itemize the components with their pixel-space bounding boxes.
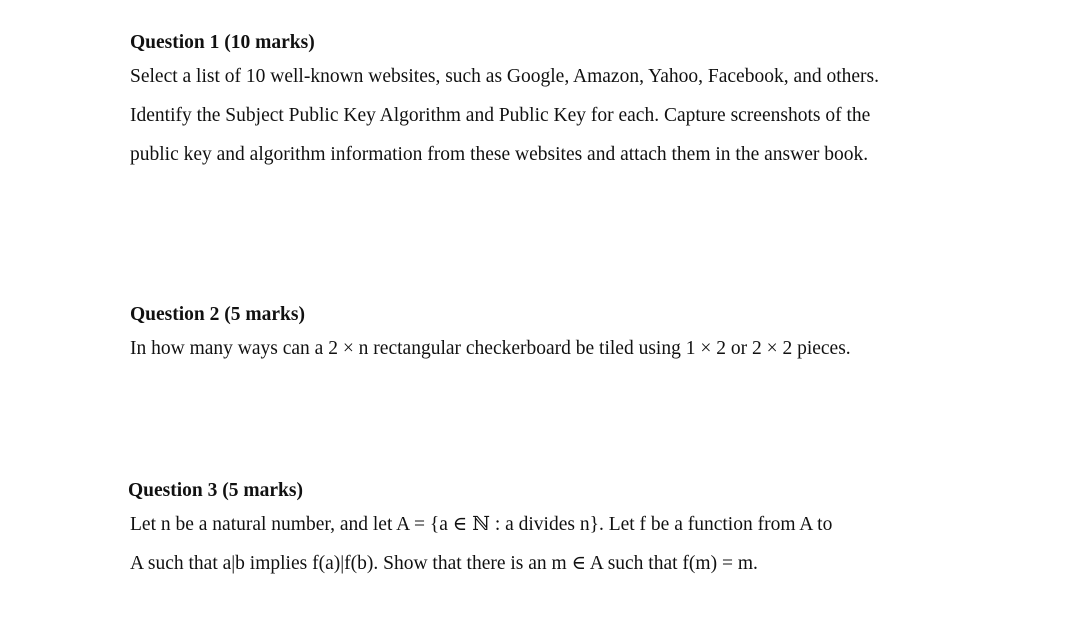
question-2-heading: Question 2 (5 marks) xyxy=(130,304,305,325)
question-3-line-1: Let n be a natural number, and let A = {a ∈ ℕ : a divides n}. Let f be a function from A to xyxy=(130,514,833,535)
question-1-line-1: Select a list of 10 well-known websites, such as Google, Amazon, Yahoo, Facebook, and others. xyxy=(130,66,879,87)
question-2-line-1: In how many ways can a 2 × n rectangular checkerboard be tiled using 1 × 2 or 2 × 2 pieces. xyxy=(130,338,851,359)
question-3-heading: Question 3 (5 marks) xyxy=(128,480,303,501)
question-3 xyxy=(130,478,970,590)
question-3-line-2: A such that a|b implies f(a)|f(b). Show that there is an m ∈ A such that f(m) = m. xyxy=(130,553,758,574)
question-1-line-2: Identify the Subject Public Key Algorithm and Public Key for each. Capture screenshots of the xyxy=(130,105,871,126)
question-1-heading: Question 1 (10 marks) xyxy=(130,32,315,53)
question-2 xyxy=(130,302,970,375)
question-1-line-3: public key and algorithm information from these websites and attach them in the answer book. xyxy=(130,144,869,165)
question-1 xyxy=(130,30,970,181)
